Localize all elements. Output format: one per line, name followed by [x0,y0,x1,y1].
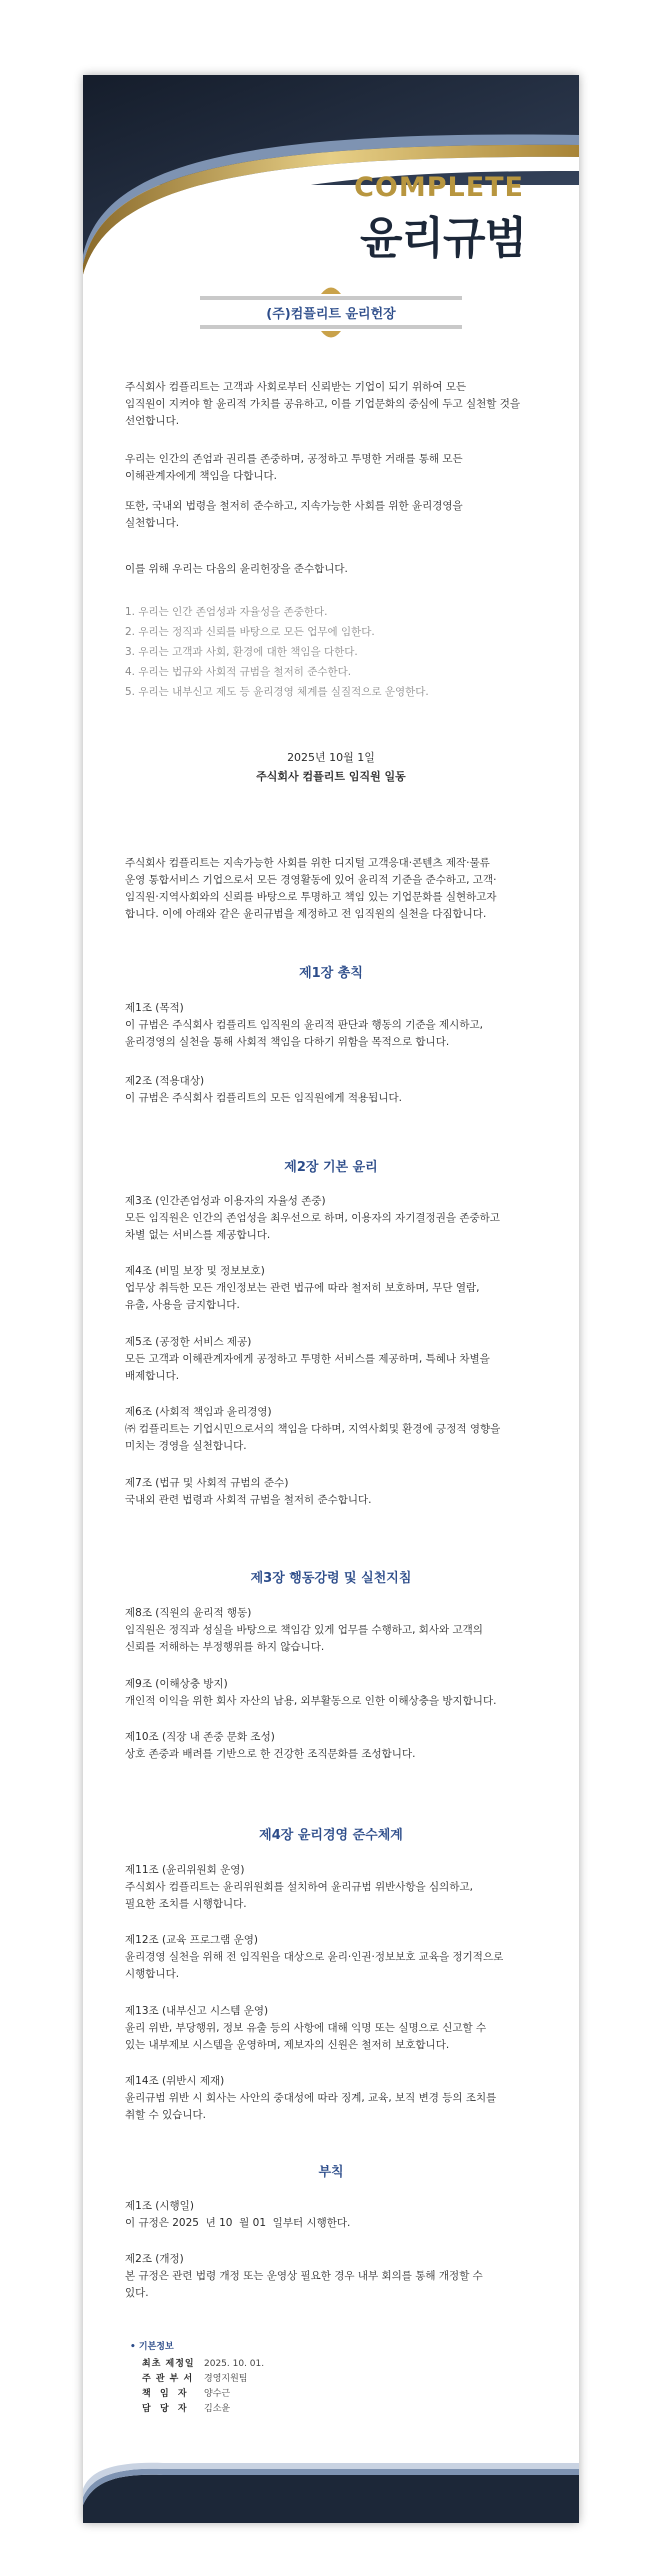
article-body: 배제합니다. [125,1370,180,1382]
charter-item: 5. 우리는 내부신고 제도 등 윤리경영 체계를 실질적으로 운영한다. [125,686,429,698]
article-5 [125,1334,545,1385]
article-heading: 제6조 (사회적 책임과 윤리경영) [125,1406,272,1418]
article-6 [125,1404,545,1455]
intro-line: 이를 위해 우리는 다음의 윤리헌장을 준수합니다. [125,563,348,575]
charter-item: 4. 우리는 법규와 사회적 규범을 철저히 준수한다. [125,666,352,678]
article-body: 주식회사 컴플리트는 윤리위원회를 설치하여 윤리규범 위반사항을 심의하고, [125,1881,473,1893]
info-key: 담 당 자 [142,2404,188,2414]
charter-items [125,602,545,702]
article-body: 윤리경영의 실천을 통해 사회적 책임을 다하기 위함을 목적으로 합니다. [125,1036,450,1048]
info-row [130,2357,264,2372]
article-body: 미치는 경영을 실천합니다. [125,1440,247,1452]
intro-line: 실천합니다. [125,517,180,529]
intro-line: 우리는 인간의 존엄과 권리를 존중하며, 공정하고 투명한 거래를 통해 모든 [125,453,463,465]
charter-signer: 주식회사 컴플리트 임직원 일동 [256,770,406,783]
preamble-line: 주식회사 컴플리트는 지속가능한 사회를 위한 디지털 고객응대·콘텐츠 제작·물류 [125,857,490,869]
article-body: 모든 임직원은 인간의 존엄성을 최우선으로 하며, 이용자의 자기결정권을 존중하고 [125,1212,500,1224]
supplementary-article-1 [125,2198,545,2232]
article-body: 있다. [125,2287,149,2299]
article-heading: 제13조 (내부신고 시스템 운영) [125,2005,269,2017]
article-8 [125,1605,545,1656]
article-body: 유출, 사용을 금지합니다. [125,1299,240,1311]
info-key: 책 임 자 [142,2389,188,2399]
article-12 [125,1932,545,1983]
article-heading: 제4조 (비밀 보장 및 정보보호) [125,1265,265,1277]
ornament-bottom-icon [319,330,343,342]
charter-title-block [83,281,579,341]
article-body: 업무상 취득한 모든 개인정보는 관련 법규에 따라 철저히 보호하며, 무단 열람, [125,1282,480,1294]
info-value: 김소윤 [204,2404,231,2414]
charter-intro [125,379,545,430]
footer-wave-decoration [83,2413,579,2523]
intro-line: 임직원이 지켜야 할 윤리적 가치를 공유하고, 이를 기업문화의 중심에 두고 실천할 것을 [125,398,521,410]
article-body: 국내외 관련 법령과 사회적 규범을 철저히 준수합니다. [125,1494,372,1506]
charter-item: 3. 우리는 고객과 사회, 환경에 대한 책임을 다한다. [125,646,358,658]
charter-intro [125,451,545,485]
article-body: 있는 내부제보 시스템을 운영하며, 제보자의 신원은 철저히 보호합니다. [125,2039,450,2051]
charter-signoff [83,748,579,786]
article-heading: 제1조 (시행일) [125,2200,194,2212]
preamble-line: 합니다. 이에 아래와 같은 윤리규범을 제정하고 전 임직원의 실천을 다짐합니다. [125,908,487,920]
info-key: 최초 제정일 [142,2359,195,2369]
chapter-4-title: 제4장 윤리경영 준수체계 [259,1828,403,1843]
article-body: 상호 존중과 배려를 기반으로 한 건강한 조직문화를 조성합니다. [125,1748,416,1760]
article-heading: 제8조 (직원의 윤리적 행동) [125,1607,252,1619]
article-body: 윤리규범 위반 시 회사는 사안의 중대성에 따라 징계, 교육, 보직 변경 등의 조치를 [125,2092,497,2104]
intro-line: 또한, 국내외 법령을 철저히 준수하고, 지속가능한 사회를 위한 윤리경영을 [125,500,463,512]
charter-title: (주)컴플리트 윤리헌장 [266,307,396,322]
chapter-1-title: 제1장 총칙 [299,966,363,981]
article-heading: 제2조 (개정) [125,2253,184,2265]
supplementary-article-2 [125,2251,545,2302]
ornament-top-icon [319,283,343,295]
intro-line: 선언합니다. [125,415,180,427]
info-row [130,2387,264,2402]
chapter-3-title: 제3장 행동강령 및 실천지침 [250,1571,412,1586]
article-11 [125,1862,545,1913]
preamble-line: 운영 통합서비스 기업으로서 모든 경영활동에 있어 윤리적 기준을 준수하고, 고객· [125,874,497,886]
info-row [130,2372,264,2387]
info-value: 2025. 10. 01. [204,2359,265,2369]
info-value: 경영지원팀 [204,2374,248,2384]
article-heading: 제12조 (교육 프로그램 운영) [125,1934,258,1946]
article-body: 이 규정은 2025 년 10 월 01 일부터 시행한다. [125,2217,351,2229]
article-body: 필요한 조치를 시행합니다. [125,1898,247,1910]
charter-intro [125,498,545,532]
article-heading: 제11조 (윤리위원회 운영) [125,1864,245,1876]
article-10 [125,1729,545,1763]
article-heading: 제1조 (목적) [125,1002,184,1014]
basic-info-heading: • 기본정보 [130,2342,174,2352]
supplementary-title: 부칙 [318,2165,344,2180]
article-7 [125,1475,545,1509]
article-4 [125,1263,545,1314]
article-3 [125,1193,545,1244]
article-14 [125,2073,545,2124]
charter-item: 2. 우리는 정직과 신뢰를 바탕으로 모든 업무에 임한다. [125,626,375,638]
article-body: 본 규정은 관련 법령 개정 또는 운영상 필요한 경우 내부 회의를 통해 개정할 수 [125,2270,483,2282]
article-body: 차별 없는 서비스를 제공합니다. [125,1229,271,1241]
article-body: 이 규범은 주식회사 컴플리트의 모든 임직원에게 적용됩니다. [125,1092,402,1104]
chapter-2-title: 제2장 기본 윤리 [284,1160,378,1175]
article-2 [125,1073,545,1107]
article-heading: 제10조 (직장 내 존중 문화 조성) [125,1731,275,1743]
charter-intro [125,561,545,578]
article-heading: 제14조 (위반시 제재) [125,2075,225,2087]
info-key: 주 관 부 서 [142,2374,194,2384]
article-heading: 제5조 (공정한 서비스 제공) [125,1336,252,1348]
article-body: 신뢰를 저해하는 부정행위를 하지 않습니다. [125,1641,325,1653]
article-heading: 제9조 (이해상충 방지) [125,1678,228,1690]
page-title: 윤리규범 [359,213,526,264]
charter-item: 1. 우리는 인간 존엄성과 자율성을 존중한다. [125,606,328,618]
article-body: 임직원은 정직과 성실을 바탕으로 책임감 있게 업무를 수행하고, 회사와 고객의 [125,1624,483,1636]
article-9 [125,1676,545,1710]
article-body: 이 규범은 주식회사 컴플리트 임직원의 윤리적 판단과 행동의 기준을 제시하고, [125,1019,483,1031]
article-body: 모든 고객과 이해관계자에게 공정하고 투명한 서비스를 제공하며, 특혜나 차별을 [125,1353,490,1365]
article-body: 취할 수 있습니다. [125,2109,207,2121]
article-body: 개인적 이익을 위한 회사 자산의 남용, 외부활동으로 인한 이해상충을 방지합니다. [125,1695,497,1707]
article-body: 윤리경영 실천을 위해 전 임직원을 대상으로 윤리·인권·정보보호 교육을 정기적으로 [125,1951,504,1963]
article-heading: 제3조 (인간존엄성과 이용자의 자율성 존중) [125,1195,326,1207]
brand-title-english: COMPLETE [354,172,524,203]
article-1 [125,1000,545,1051]
preamble [125,855,545,923]
article-body: ㈜ 컴플리트는 기업시민으로서의 책임을 다하며, 지역사회및 환경에 긍정적 영향을 [125,1423,501,1435]
article-13 [125,2003,545,2054]
intro-line: 주식회사 컴플리트는 고객과 사회로부터 신뢰받는 기업이 되기 위하여 모든 [125,381,467,393]
document-page [83,75,579,2523]
article-body: 시행합니다. [125,1968,180,1980]
basic-info [130,2340,264,2417]
article-heading: 제2조 (적용대상) [125,1075,205,1087]
article-heading: 제7조 (법규 및 사회적 규범의 준수) [125,1477,289,1489]
intro-line: 이해관계자에게 책임을 다합니다. [125,470,278,482]
info-value: 양수근 [204,2389,231,2399]
preamble-line: 임직원·지역사회와의 신뢰를 바탕으로 투명하고 책임 있는 기업문화를 실현하고자 [125,891,497,903]
divider-line-top [200,296,462,300]
charter-date: 2025년 10월 1일 [287,751,375,764]
article-body: 윤리 위반, 부당행위, 정보 유출 등의 사항에 대해 익명 또는 실명으로 신고할 수 [125,2022,487,2034]
divider-line-bottom [200,325,462,329]
